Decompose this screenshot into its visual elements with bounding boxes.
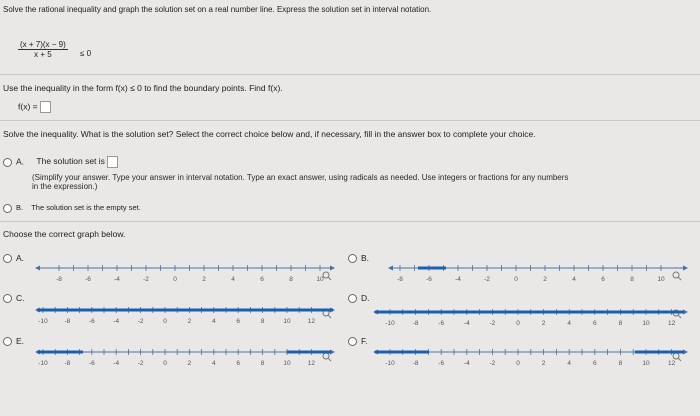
graph-e-radio[interactable] [3,337,12,346]
graph-choice-e[interactable] [3,336,24,346]
tick-label: 6 [592,360,597,367]
tick-label: -6 [85,276,91,283]
choice-a-radio[interactable] [3,158,12,167]
divider [0,120,700,121]
arrow-right [330,266,335,271]
tick-label: 4 [211,360,216,367]
graph-d-label: D. [361,293,370,303]
tick-label: -6 [438,360,445,367]
graph-c-label: C. [16,293,25,303]
tick-label: 10 [642,320,650,327]
choice-a-label: A. [16,156,25,167]
tick-label: -4 [455,276,461,283]
tick-label: -4 [463,320,470,327]
tick-label: 0 [173,276,177,283]
choice-b-radio[interactable] [3,204,12,213]
graph-a-radio[interactable] [3,254,12,263]
tick-label: -8 [56,276,62,283]
tick-label: 2 [541,320,546,327]
graph-d-radio[interactable] [348,294,357,303]
fx-row [18,101,51,113]
tick-label: -2 [489,360,496,367]
tick-label: 12 [667,360,676,367]
tick-label: 10 [283,318,291,325]
choice-b-label: B. [16,203,24,212]
tick-label: -4 [463,360,470,367]
graph-b-label: B. [361,253,370,263]
tick-label: 4 [231,276,235,283]
tick-label: 0 [516,320,520,327]
tick-label: -4 [114,276,120,283]
tick-label: 0 [514,276,518,283]
tick-label: -6 [88,318,95,325]
tick-label: 8 [618,320,623,327]
tick-label: 2 [543,276,547,283]
tick-label: 10 [657,276,665,283]
tick-label: 6 [236,360,241,367]
tick-label: 4 [567,320,572,327]
step1-prompt: Use the inequality in the form f(x) ≤ 0 to find the boundary points. Find f(x). [3,83,283,93]
arrow-right [683,266,688,271]
tick-label: 10 [283,360,291,367]
tick-label: 8 [289,276,293,283]
graph-e-label: E. [16,336,25,346]
inequality-fraction [18,40,68,59]
divider [0,74,700,75]
fraction-numerator: (x + 7)(x − 9) [20,40,66,49]
tick-label: 2 [187,318,192,325]
tick-label: -2 [484,276,490,283]
tick-label: 8 [630,276,634,283]
inequality-relation: ≤ 0 [80,49,92,58]
number-line-graph-c [35,304,335,328]
tick-label: 4 [211,318,216,325]
tick-label: -8 [64,360,71,367]
tick-label: 0 [163,360,167,367]
choice-b-text: The solution set is the empty set. [31,203,141,212]
tick-label: -10 [385,320,395,327]
graph-prompt: Choose the correct graph below. [3,229,126,239]
tick-label: -6 [438,320,445,327]
tick-label: -6 [426,276,432,283]
tick-label: 6 [592,320,597,327]
number-line-graph-a [35,262,335,286]
choice-a-hint-2: in the expression.) [32,182,98,191]
instruction-text: Solve the rational inequality and graph the solution set on a real number line. Express the solution set in interval notation. [3,5,432,14]
graph-choice-b[interactable] [348,253,369,263]
arrow-left [35,266,40,271]
divider [0,221,700,222]
graph-choice-c[interactable] [3,293,25,303]
tick-label: 4 [572,276,576,283]
choice-a[interactable] [3,156,118,168]
graph-a-label: A. [16,253,25,263]
tick-label: -10 [385,360,395,367]
tick-label: 6 [260,276,264,283]
graph-b-radio[interactable] [348,254,357,263]
tick-label: -8 [412,320,419,327]
tick-label: 2 [202,276,206,283]
graph-f-radio[interactable] [348,337,357,346]
tick-label: 6 [236,318,241,325]
choice-b[interactable] [3,203,141,213]
tick-label: 12 [307,318,316,325]
tick-label: -2 [137,360,144,367]
tick-label: 2 [187,360,192,367]
tick-label: 8 [260,360,265,367]
tick-label: 8 [618,360,623,367]
tick-label: 10 [316,276,324,283]
tick-label: 6 [601,276,605,283]
tick-label: -2 [137,318,144,325]
tick-label: 12 [307,360,316,367]
graph-choice-d[interactable] [348,293,370,303]
tick-label: -8 [397,276,403,283]
tick-label: 4 [567,360,572,367]
tick-label: 2 [541,360,546,367]
tick-label: -4 [113,318,120,325]
fx-answer-box[interactable] [40,101,51,113]
tick-label: -6 [88,360,95,367]
number-line-graph-e [35,346,335,370]
choice-a-hint: (Simplify your answer. Type your answer in interval notation. Type an exact answer, using radicals as needed. Use integers or fractions for any numbers [32,173,569,182]
graph-choice-f[interactable] [348,336,368,346]
step2-prompt: Solve the inequality. What is the solution set? Select the correct choice below and, if necessary, fill in the answer box to complete your choice. [3,129,536,139]
tick-label: -8 [64,318,71,325]
fraction-denominator: x + 5 [34,50,52,59]
solution-set-answer-box[interactable] [107,156,118,168]
tick-label: 0 [163,318,167,325]
tick-label: 12 [667,320,676,327]
tick-label: 8 [260,318,265,325]
tick-label: -4 [113,360,120,367]
number-line-graph-d [373,306,688,330]
tick-label: -8 [412,360,419,367]
tick-label: -10 [38,318,48,325]
choice-a-text: The solution set is [36,156,105,167]
graph-choice-a[interactable] [3,253,24,263]
tick-label: -2 [143,276,149,283]
number-line-graph-b [388,262,688,286]
graph-f-label: F. [361,336,368,346]
arrow-left [388,266,393,271]
graph-c-radio[interactable] [3,294,12,303]
tick-label: 10 [642,360,650,367]
tick-label: 0 [516,360,520,367]
tick-label: -10 [38,360,48,367]
number-line-graph-f [373,346,688,370]
tick-label: -2 [489,320,496,327]
fx-label: f(x) = [18,101,38,112]
